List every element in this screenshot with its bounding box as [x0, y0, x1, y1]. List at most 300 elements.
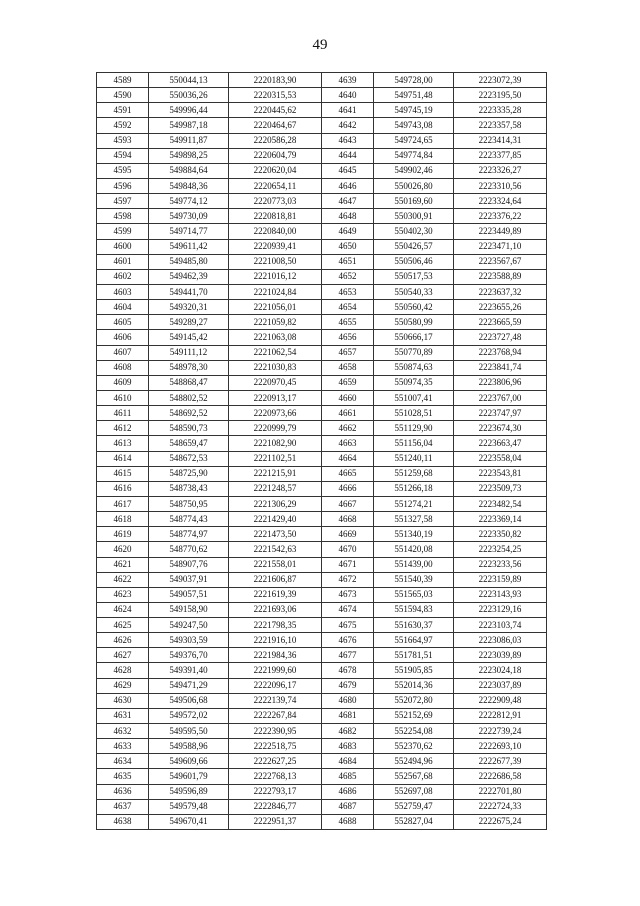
table-row — [97, 799, 547, 814]
x-coordinate-cell: 548802,52 — [149, 390, 229, 405]
y-coordinate-cell: 2222390,95 — [229, 724, 322, 739]
x-coordinate-cell: 552072,80 — [374, 693, 454, 708]
point-number-cell: 4605 — [97, 315, 149, 330]
table-row — [97, 330, 547, 345]
point-number-cell: 4649 — [322, 224, 374, 239]
x-coordinate-cell: 551327,58 — [374, 512, 454, 527]
y-coordinate-cell: 2222846,77 — [229, 799, 322, 814]
table-row — [97, 194, 547, 209]
table-row — [97, 315, 547, 330]
table-row — [97, 421, 547, 436]
x-coordinate-cell: 550402,30 — [374, 224, 454, 239]
y-coordinate-cell: 2223482,54 — [454, 496, 547, 511]
y-coordinate-cell: 2220913,17 — [229, 390, 322, 405]
coordinates-table — [96, 72, 547, 830]
y-coordinate-cell: 2223143,93 — [454, 587, 547, 602]
y-coordinate-cell: 2220620,04 — [229, 163, 322, 178]
point-number-cell: 4626 — [97, 633, 149, 648]
point-number-cell: 4613 — [97, 436, 149, 451]
y-coordinate-cell: 2220464,67 — [229, 118, 322, 133]
point-number-cell: 4641 — [322, 103, 374, 118]
x-coordinate-cell: 549601,79 — [149, 769, 229, 784]
x-coordinate-cell: 549303,59 — [149, 633, 229, 648]
point-number-cell: 4622 — [97, 572, 149, 587]
x-coordinate-cell: 551905,85 — [374, 663, 454, 678]
point-number-cell: 4608 — [97, 360, 149, 375]
x-coordinate-cell: 549588,96 — [149, 739, 229, 754]
point-number-cell: 4650 — [322, 239, 374, 254]
x-coordinate-cell: 551565,03 — [374, 587, 454, 602]
point-number-cell: 4662 — [322, 421, 374, 436]
x-coordinate-cell: 548774,43 — [149, 512, 229, 527]
point-number-cell: 4632 — [97, 724, 149, 739]
table-row — [97, 496, 547, 511]
x-coordinate-cell: 549057,51 — [149, 587, 229, 602]
x-coordinate-cell: 550974,35 — [374, 375, 454, 390]
point-number-cell: 4672 — [322, 572, 374, 587]
point-number-cell: 4631 — [97, 708, 149, 723]
x-coordinate-cell: 549730,09 — [149, 209, 229, 224]
y-coordinate-cell: 2221062,54 — [229, 345, 322, 360]
table-row — [97, 345, 547, 360]
table-row — [97, 390, 547, 405]
point-number-cell: 4625 — [97, 618, 149, 633]
y-coordinate-cell: 2220445,62 — [229, 103, 322, 118]
x-coordinate-cell: 549506,68 — [149, 693, 229, 708]
x-coordinate-cell: 548774,97 — [149, 527, 229, 542]
table-row — [97, 406, 547, 421]
y-coordinate-cell: 2223072,39 — [454, 73, 547, 88]
table-row — [97, 148, 547, 163]
point-number-cell: 4594 — [97, 148, 149, 163]
point-number-cell: 4612 — [97, 421, 149, 436]
point-number-cell: 4614 — [97, 451, 149, 466]
y-coordinate-cell: 2223663,47 — [454, 436, 547, 451]
x-coordinate-cell: 548978,30 — [149, 360, 229, 375]
point-number-cell: 4648 — [322, 209, 374, 224]
y-coordinate-cell: 2223039,89 — [454, 648, 547, 663]
x-coordinate-cell: 549145,42 — [149, 330, 229, 345]
y-coordinate-cell: 2221082,90 — [229, 436, 322, 451]
y-coordinate-cell: 2222686,58 — [454, 769, 547, 784]
table-row — [97, 512, 547, 527]
y-coordinate-cell: 2223588,89 — [454, 269, 547, 284]
y-coordinate-cell: 2220654,11 — [229, 178, 322, 193]
y-coordinate-cell: 2223376,22 — [454, 209, 547, 224]
y-coordinate-cell: 2222724,33 — [454, 799, 547, 814]
y-coordinate-cell: 2221059,82 — [229, 315, 322, 330]
x-coordinate-cell: 551274,21 — [374, 496, 454, 511]
y-coordinate-cell: 2223806,96 — [454, 375, 547, 390]
x-coordinate-cell: 552759,47 — [374, 799, 454, 814]
point-number-cell: 4661 — [322, 406, 374, 421]
y-coordinate-cell: 2220604,79 — [229, 148, 322, 163]
point-number-cell: 4603 — [97, 284, 149, 299]
table-row — [97, 451, 547, 466]
point-number-cell: 4597 — [97, 194, 149, 209]
x-coordinate-cell: 552697,08 — [374, 784, 454, 799]
page-number: 49 — [312, 37, 328, 53]
point-number-cell: 4630 — [97, 693, 149, 708]
point-number-cell: 4647 — [322, 194, 374, 209]
y-coordinate-cell: 2220183,90 — [229, 73, 322, 88]
point-number-cell: 4600 — [97, 239, 149, 254]
y-coordinate-cell: 2222909,48 — [454, 693, 547, 708]
y-coordinate-cell: 2221429,40 — [229, 512, 322, 527]
y-coordinate-cell: 2221030,83 — [229, 360, 322, 375]
point-number-cell: 4640 — [322, 88, 374, 103]
x-coordinate-cell: 549376,70 — [149, 648, 229, 663]
table-row — [97, 769, 547, 784]
point-number-cell: 4635 — [97, 769, 149, 784]
y-coordinate-cell: 2223129,16 — [454, 602, 547, 617]
table-row — [97, 678, 547, 693]
point-number-cell: 4686 — [322, 784, 374, 799]
point-number-cell: 4619 — [97, 527, 149, 542]
y-coordinate-cell: 2223637,32 — [454, 284, 547, 299]
point-number-cell: 4673 — [322, 587, 374, 602]
y-coordinate-cell: 2220840,00 — [229, 224, 322, 239]
y-coordinate-cell: 2222139,74 — [229, 693, 322, 708]
x-coordinate-cell: 549158,90 — [149, 602, 229, 617]
x-coordinate-cell: 548738,43 — [149, 481, 229, 496]
x-coordinate-cell: 551594,83 — [374, 602, 454, 617]
y-coordinate-cell: 2223558,04 — [454, 451, 547, 466]
table-row — [97, 587, 547, 602]
x-coordinate-cell: 550517,53 — [374, 269, 454, 284]
y-coordinate-cell: 2222739,24 — [454, 724, 547, 739]
x-coordinate-cell: 549745,19 — [374, 103, 454, 118]
point-number-cell: 4616 — [97, 481, 149, 496]
point-number-cell: 4680 — [322, 693, 374, 708]
y-coordinate-cell: 2222267,84 — [229, 708, 322, 723]
x-coordinate-cell: 548725,90 — [149, 466, 229, 481]
x-coordinate-cell: 550874,63 — [374, 360, 454, 375]
table-row — [97, 254, 547, 269]
y-coordinate-cell: 2223674,30 — [454, 421, 547, 436]
x-coordinate-cell: 548770,62 — [149, 542, 229, 557]
point-number-cell: 4592 — [97, 118, 149, 133]
point-number-cell: 4604 — [97, 300, 149, 315]
y-coordinate-cell: 2221016,12 — [229, 269, 322, 284]
table-row — [97, 527, 547, 542]
point-number-cell: 4618 — [97, 512, 149, 527]
x-coordinate-cell: 549751,48 — [374, 88, 454, 103]
point-number-cell: 4660 — [322, 390, 374, 405]
y-coordinate-cell: 2223655,26 — [454, 300, 547, 315]
table-row — [97, 708, 547, 723]
y-coordinate-cell: 2221999,60 — [229, 663, 322, 678]
table-row — [97, 269, 547, 284]
point-number-cell: 4687 — [322, 799, 374, 814]
x-coordinate-cell: 552567,68 — [374, 769, 454, 784]
point-number-cell: 4652 — [322, 269, 374, 284]
point-number-cell: 4628 — [97, 663, 149, 678]
y-coordinate-cell: 2221558,01 — [229, 557, 322, 572]
x-coordinate-cell: 551259,68 — [374, 466, 454, 481]
point-number-cell: 4617 — [97, 496, 149, 511]
table-row — [97, 118, 547, 133]
x-coordinate-cell: 550044,13 — [149, 73, 229, 88]
point-number-cell: 4623 — [97, 587, 149, 602]
table-row — [97, 209, 547, 224]
x-coordinate-cell: 549848,36 — [149, 178, 229, 193]
point-number-cell: 4638 — [97, 814, 149, 829]
y-coordinate-cell: 2223767,00 — [454, 390, 547, 405]
y-coordinate-cell: 2223449,89 — [454, 224, 547, 239]
x-coordinate-cell: 549714,77 — [149, 224, 229, 239]
table-row — [97, 724, 547, 739]
y-coordinate-cell: 2223233,56 — [454, 557, 547, 572]
point-number-cell: 4682 — [322, 724, 374, 739]
point-number-cell: 4610 — [97, 390, 149, 405]
point-number-cell: 4643 — [322, 133, 374, 148]
y-coordinate-cell: 2221063,08 — [229, 330, 322, 345]
x-coordinate-cell: 549996,44 — [149, 103, 229, 118]
table-row — [97, 784, 547, 799]
point-number-cell: 4634 — [97, 754, 149, 769]
y-coordinate-cell: 2223037,89 — [454, 678, 547, 693]
x-coordinate-cell: 549247,50 — [149, 618, 229, 633]
x-coordinate-cell: 549884,64 — [149, 163, 229, 178]
point-number-cell: 4627 — [97, 648, 149, 663]
y-coordinate-cell: 2223086,03 — [454, 633, 547, 648]
table-row — [97, 693, 547, 708]
y-coordinate-cell: 2221473,50 — [229, 527, 322, 542]
x-coordinate-cell: 550770,89 — [374, 345, 454, 360]
point-number-cell: 4688 — [322, 814, 374, 829]
x-coordinate-cell: 552254,08 — [374, 724, 454, 739]
point-number-cell: 4654 — [322, 300, 374, 315]
x-coordinate-cell: 549911,87 — [149, 133, 229, 148]
x-coordinate-cell: 548692,52 — [149, 406, 229, 421]
y-coordinate-cell: 2222677,39 — [454, 754, 547, 769]
x-coordinate-cell: 549320,31 — [149, 300, 229, 315]
y-coordinate-cell: 2221984,36 — [229, 648, 322, 663]
y-coordinate-cell: 2223310,56 — [454, 178, 547, 193]
x-coordinate-cell: 550300,91 — [374, 209, 454, 224]
x-coordinate-cell: 551129,90 — [374, 421, 454, 436]
x-coordinate-cell: 548750,95 — [149, 496, 229, 511]
y-coordinate-cell: 2223377,85 — [454, 148, 547, 163]
x-coordinate-cell: 550026,80 — [374, 178, 454, 193]
point-number-cell: 4636 — [97, 784, 149, 799]
point-number-cell: 4669 — [322, 527, 374, 542]
point-number-cell: 4646 — [322, 178, 374, 193]
y-coordinate-cell: 2221798,35 — [229, 618, 322, 633]
y-coordinate-cell: 2222793,17 — [229, 784, 322, 799]
x-coordinate-cell: 549485,80 — [149, 254, 229, 269]
y-coordinate-cell: 2221056,01 — [229, 300, 322, 315]
table-row — [97, 557, 547, 572]
y-coordinate-cell: 2223254,25 — [454, 542, 547, 557]
point-number-cell: 4657 — [322, 345, 374, 360]
x-coordinate-cell: 551007,41 — [374, 390, 454, 405]
point-number-cell: 4606 — [97, 330, 149, 345]
x-coordinate-cell: 551028,51 — [374, 406, 454, 421]
point-number-cell: 4599 — [97, 224, 149, 239]
table-row — [97, 360, 547, 375]
x-coordinate-cell: 552370,62 — [374, 739, 454, 754]
point-number-cell: 4596 — [97, 178, 149, 193]
point-number-cell: 4667 — [322, 496, 374, 511]
point-number-cell: 4677 — [322, 648, 374, 663]
table-row — [97, 602, 547, 617]
table-row — [97, 224, 547, 239]
x-coordinate-cell: 549471,29 — [149, 678, 229, 693]
x-coordinate-cell: 549462,39 — [149, 269, 229, 284]
point-number-cell: 4629 — [97, 678, 149, 693]
x-coordinate-cell: 551781,51 — [374, 648, 454, 663]
point-number-cell: 4675 — [322, 618, 374, 633]
x-coordinate-cell: 548672,53 — [149, 451, 229, 466]
table-row — [97, 572, 547, 587]
y-coordinate-cell: 2220315,53 — [229, 88, 322, 103]
x-coordinate-cell: 550540,33 — [374, 284, 454, 299]
x-coordinate-cell: 549391,40 — [149, 663, 229, 678]
x-coordinate-cell: 549987,18 — [149, 118, 229, 133]
point-number-cell: 4685 — [322, 769, 374, 784]
table-row — [97, 163, 547, 178]
y-coordinate-cell: 2223357,58 — [454, 118, 547, 133]
table-row — [97, 88, 547, 103]
y-coordinate-cell: 2223335,28 — [454, 103, 547, 118]
point-number-cell: 4684 — [322, 754, 374, 769]
point-number-cell: 4668 — [322, 512, 374, 527]
x-coordinate-cell: 549774,12 — [149, 194, 229, 209]
y-coordinate-cell: 2221306,29 — [229, 496, 322, 511]
point-number-cell: 4679 — [322, 678, 374, 693]
x-coordinate-cell: 550169,60 — [374, 194, 454, 209]
x-coordinate-cell: 551420,08 — [374, 542, 454, 557]
x-coordinate-cell: 551240,11 — [374, 451, 454, 466]
y-coordinate-cell: 2223471,10 — [454, 239, 547, 254]
point-number-cell: 4681 — [322, 708, 374, 723]
table-row — [97, 648, 547, 663]
point-number-cell: 4639 — [322, 73, 374, 88]
point-number-cell: 4607 — [97, 345, 149, 360]
x-coordinate-cell: 549902,46 — [374, 163, 454, 178]
table-row — [97, 739, 547, 754]
y-coordinate-cell: 2220586,28 — [229, 133, 322, 148]
table-row — [97, 284, 547, 299]
x-coordinate-cell: 549609,66 — [149, 754, 229, 769]
y-coordinate-cell: 2221215,91 — [229, 466, 322, 481]
y-coordinate-cell: 2221024,84 — [229, 284, 322, 299]
x-coordinate-cell: 550426,57 — [374, 239, 454, 254]
y-coordinate-cell: 2220818,81 — [229, 209, 322, 224]
point-number-cell: 4671 — [322, 557, 374, 572]
point-number-cell: 4598 — [97, 209, 149, 224]
x-coordinate-cell: 549774,84 — [374, 148, 454, 163]
x-coordinate-cell: 548868,47 — [149, 375, 229, 390]
x-coordinate-cell: 550506,46 — [374, 254, 454, 269]
point-number-cell: 4651 — [322, 254, 374, 269]
table-row — [97, 436, 547, 451]
point-number-cell: 4658 — [322, 360, 374, 375]
x-coordinate-cell: 549289,27 — [149, 315, 229, 330]
y-coordinate-cell: 2223841,74 — [454, 360, 547, 375]
point-number-cell: 4591 — [97, 103, 149, 118]
y-coordinate-cell: 2220939,41 — [229, 239, 322, 254]
x-coordinate-cell: 550560,42 — [374, 300, 454, 315]
y-coordinate-cell: 2223543,81 — [454, 466, 547, 481]
x-coordinate-cell: 551540,39 — [374, 572, 454, 587]
point-number-cell: 4621 — [97, 557, 149, 572]
y-coordinate-cell: 2223324,64 — [454, 194, 547, 209]
table-row — [97, 542, 547, 557]
x-coordinate-cell: 551156,04 — [374, 436, 454, 451]
point-number-cell: 4683 — [322, 739, 374, 754]
point-number-cell: 4620 — [97, 542, 149, 557]
x-coordinate-cell: 551664,97 — [374, 633, 454, 648]
point-number-cell: 4665 — [322, 466, 374, 481]
point-number-cell: 4655 — [322, 315, 374, 330]
y-coordinate-cell: 2223665,59 — [454, 315, 547, 330]
point-number-cell: 4664 — [322, 451, 374, 466]
y-coordinate-cell: 2222096,17 — [229, 678, 322, 693]
point-number-cell: 4678 — [322, 663, 374, 678]
y-coordinate-cell: 2223326,27 — [454, 163, 547, 178]
table-row — [97, 178, 547, 193]
x-coordinate-cell: 549596,89 — [149, 784, 229, 799]
x-coordinate-cell: 552827,04 — [374, 814, 454, 829]
x-coordinate-cell: 549611,42 — [149, 239, 229, 254]
point-number-cell: 4637 — [97, 799, 149, 814]
y-coordinate-cell: 2220970,45 — [229, 375, 322, 390]
x-coordinate-cell: 549037,91 — [149, 572, 229, 587]
y-coordinate-cell: 2222675,24 — [454, 814, 547, 829]
y-coordinate-cell: 2223350,82 — [454, 527, 547, 542]
point-number-cell: 4589 — [97, 73, 149, 88]
x-coordinate-cell: 550036,26 — [149, 88, 229, 103]
y-coordinate-cell: 2223747,97 — [454, 406, 547, 421]
table-row — [97, 133, 547, 148]
x-coordinate-cell: 549728,00 — [374, 73, 454, 88]
x-coordinate-cell: 549724,65 — [374, 133, 454, 148]
point-number-cell: 4642 — [322, 118, 374, 133]
y-coordinate-cell: 2221102,51 — [229, 451, 322, 466]
x-coordinate-cell: 551266,18 — [374, 481, 454, 496]
point-number-cell: 4590 — [97, 88, 149, 103]
point-number-cell: 4602 — [97, 269, 149, 284]
y-coordinate-cell: 2222951,37 — [229, 814, 322, 829]
y-coordinate-cell: 2221619,39 — [229, 587, 322, 602]
y-coordinate-cell: 2223369,14 — [454, 512, 547, 527]
point-number-cell: 4624 — [97, 602, 149, 617]
point-number-cell: 4609 — [97, 375, 149, 390]
y-coordinate-cell: 2223567,67 — [454, 254, 547, 269]
x-coordinate-cell: 549670,41 — [149, 814, 229, 829]
point-number-cell: 4611 — [97, 406, 149, 421]
point-number-cell: 4676 — [322, 633, 374, 648]
point-number-cell: 4601 — [97, 254, 149, 269]
x-coordinate-cell: 552494,96 — [374, 754, 454, 769]
table-row — [97, 814, 547, 829]
table-row — [97, 239, 547, 254]
y-coordinate-cell: 2220973,66 — [229, 406, 322, 421]
x-coordinate-cell: 549572,02 — [149, 708, 229, 723]
y-coordinate-cell: 2223768,94 — [454, 345, 547, 360]
x-coordinate-cell: 548659,47 — [149, 436, 229, 451]
y-coordinate-cell: 2221606,87 — [229, 572, 322, 587]
y-coordinate-cell: 2223414,31 — [454, 133, 547, 148]
table-row — [97, 466, 547, 481]
x-coordinate-cell: 548907,76 — [149, 557, 229, 572]
point-number-cell: 4633 — [97, 739, 149, 754]
coordinates-table-body — [97, 73, 547, 830]
table-row — [97, 103, 547, 118]
